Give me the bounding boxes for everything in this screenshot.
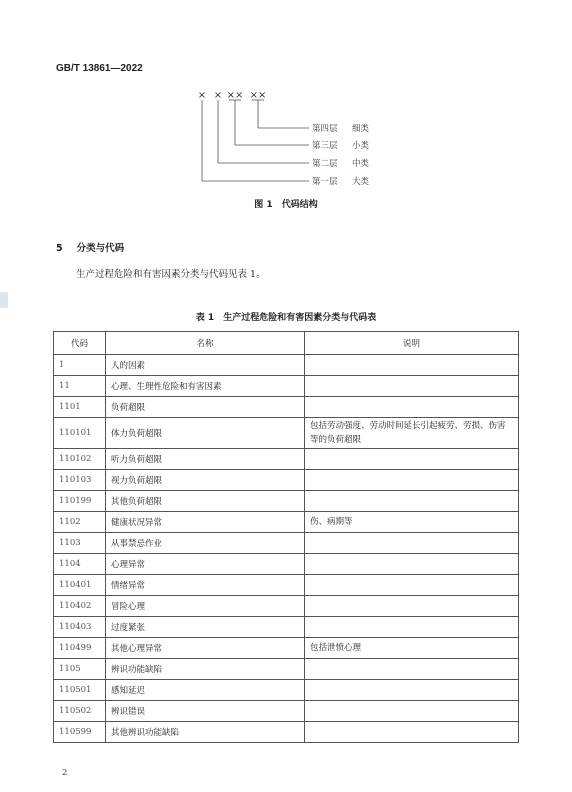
cell-code: 110199	[54, 491, 106, 512]
level-category: 中类	[352, 159, 370, 169]
cell-name: 辨识功能缺陷	[106, 659, 305, 680]
table-row	[54, 418, 519, 449]
cell-code: 11	[54, 376, 106, 397]
cell-code: 1105	[54, 659, 106, 680]
standard-code: GB/T 13861—2022	[56, 63, 143, 74]
cell-name: 冒险心理	[106, 596, 305, 617]
table-row	[54, 449, 519, 470]
section-number: 5	[56, 243, 63, 254]
table-row	[54, 596, 519, 617]
code-mark-level2: ×	[213, 90, 223, 101]
cell-code: 110102	[54, 449, 106, 470]
table-row	[54, 470, 519, 491]
table-row	[54, 722, 519, 743]
header-code: 代码	[54, 332, 106, 355]
cell-name: 听力负荷超限	[106, 449, 305, 470]
cell-note: 包括劳动强度、劳动时间延长引起疲劳、劳损、伤害等的负荷超限	[305, 418, 519, 449]
table-row	[54, 575, 519, 596]
cell-code: 1	[54, 355, 106, 376]
table-row	[54, 397, 519, 418]
cell-note: 包括泄愤心理	[305, 638, 519, 659]
level-name: 第三层	[312, 141, 338, 151]
cell-code: 110502	[54, 701, 106, 722]
cell-note	[305, 491, 519, 512]
margin-tab-marker	[0, 292, 8, 308]
section-heading	[56, 240, 124, 254]
cell-note	[305, 376, 519, 397]
cell-name: 其他心理异常	[106, 638, 305, 659]
level-category: 细类	[352, 124, 370, 134]
section-title: 分类与代码	[76, 243, 125, 254]
body-paragraph: 生产过程危险和有害因素分类与代码见表 1。	[76, 269, 266, 280]
cell-name: 心理异常	[106, 554, 305, 575]
cell-note	[305, 701, 519, 722]
cell-note	[305, 554, 519, 575]
figure-caption: 图 1 代码结构	[254, 200, 318, 210]
level-category: 大类	[352, 177, 370, 187]
cell-code: 110499	[54, 638, 106, 659]
cell-note	[305, 722, 519, 743]
hazard-classification-table	[53, 331, 519, 743]
cell-note	[305, 596, 519, 617]
cell-name: 情绪异常	[106, 575, 305, 596]
table-row	[54, 680, 519, 701]
cell-code: 1101	[54, 397, 106, 418]
cell-name: 人的因素	[106, 355, 305, 376]
level-name: 第二层	[312, 159, 338, 169]
header-name: 名称	[106, 332, 305, 355]
cell-note	[305, 533, 519, 554]
cell-name: 心理、生理性危险和有害因素	[106, 376, 305, 397]
table-row	[54, 701, 519, 722]
table-row	[54, 659, 519, 680]
table-row	[54, 376, 519, 397]
table-row	[54, 533, 519, 554]
header-note: 说明	[305, 332, 519, 355]
cell-name: 健康状况异常	[106, 512, 305, 533]
cell-name: 过度紧张	[106, 617, 305, 638]
cell-name: 其他负荷超限	[106, 491, 305, 512]
cell-note	[305, 617, 519, 638]
code-mark-level4: ××	[249, 90, 267, 101]
cell-code: 1104	[54, 554, 106, 575]
cell-code: 110599	[54, 722, 106, 743]
code-structure-figure	[0, 0, 572, 220]
page-number: 2	[62, 768, 68, 778]
cell-code: 110403	[54, 617, 106, 638]
cell-note	[305, 355, 519, 376]
cell-code: 110501	[54, 680, 106, 701]
cell-code: 1103	[54, 533, 106, 554]
cell-name: 体力负荷超限	[106, 418, 305, 449]
table-row	[54, 491, 519, 512]
level-category: 小类	[352, 141, 370, 151]
table-header-row	[54, 332, 519, 355]
table-row	[54, 554, 519, 575]
cell-name: 辨识错误	[106, 701, 305, 722]
cell-name: 感知延迟	[106, 680, 305, 701]
cell-note	[305, 470, 519, 491]
cell-name: 负荷超限	[106, 397, 305, 418]
cell-note	[305, 659, 519, 680]
level-name: 第一层	[312, 177, 338, 187]
cell-code: 110402	[54, 596, 106, 617]
table-row	[54, 638, 519, 659]
cell-code: 1102	[54, 512, 106, 533]
cell-note	[305, 680, 519, 701]
cell-code: 110401	[54, 575, 106, 596]
code-mark-level3: ××	[226, 90, 244, 101]
table-caption: 表 1 生产过程危险和有害因素分类与代码表	[195, 313, 377, 323]
cell-note: 伤、病期等	[305, 512, 519, 533]
level-name: 第四层	[312, 124, 338, 134]
cell-code: 110101	[54, 418, 106, 449]
table-row	[54, 617, 519, 638]
cell-name: 其他辨识功能缺陷	[106, 722, 305, 743]
cell-note	[305, 449, 519, 470]
cell-note	[305, 575, 519, 596]
table-row	[54, 355, 519, 376]
cell-code: 110103	[54, 470, 106, 491]
code-mark-level1: ×	[197, 90, 207, 101]
cell-name: 视力负荷超限	[106, 470, 305, 491]
cell-name: 从事禁忌作业	[106, 533, 305, 554]
cell-note	[305, 397, 519, 418]
table-row	[54, 512, 519, 533]
